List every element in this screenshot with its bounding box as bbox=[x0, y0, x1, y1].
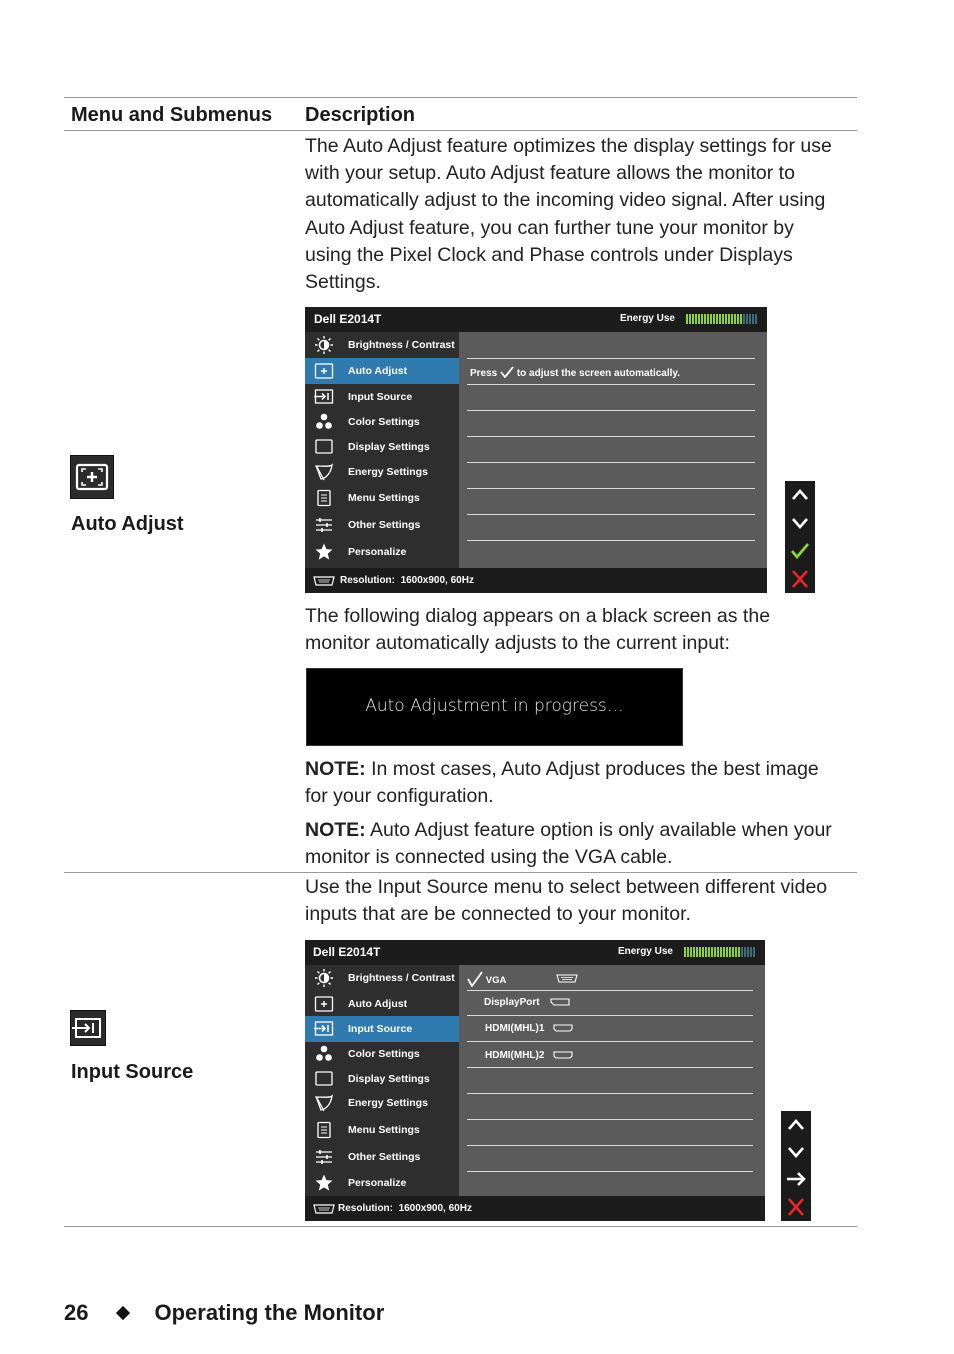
energy-bar bbox=[731, 314, 733, 324]
energy-bar bbox=[753, 947, 755, 957]
energy-bar bbox=[693, 947, 695, 957]
energy-meter bbox=[684, 947, 755, 957]
osd-auto-adjust-message: Press to adjust the screen automatically. bbox=[470, 368, 681, 379]
auto-adjust-icon bbox=[70, 455, 114, 499]
energy-bar bbox=[699, 947, 701, 957]
resolution-value: 1600x900, 60Hz bbox=[398, 1203, 472, 1214]
table-header-rule bbox=[64, 130, 857, 131]
osd-title-bar bbox=[305, 940, 765, 965]
close-icon[interactable] bbox=[785, 565, 815, 593]
energy-bar bbox=[711, 947, 713, 957]
energy-bar bbox=[705, 947, 707, 957]
energy-bar bbox=[738, 947, 740, 957]
star-icon bbox=[314, 1174, 334, 1192]
osd-input-source bbox=[305, 940, 765, 1221]
energy-bar bbox=[698, 314, 700, 324]
check-icon bbox=[500, 366, 514, 378]
osd-item-input-source[interactable]: Input Source bbox=[305, 384, 459, 410]
osd-item-display-settings[interactable]: Display Settings bbox=[305, 1066, 459, 1092]
other-settings-icon bbox=[314, 1148, 334, 1166]
note-2: NOTE: Auto Adjust feature option is only available when your monitor is connected using the VGA cable. bbox=[305, 819, 832, 869]
energy-bar bbox=[692, 314, 694, 324]
connector-icon bbox=[313, 1204, 335, 1214]
energy-bar bbox=[732, 947, 734, 957]
osd-item-auto-adjust[interactable]: Auto Adjust bbox=[305, 358, 459, 384]
energy-bar bbox=[723, 947, 725, 957]
osd-item-display-settings[interactable]: Display Settings bbox=[305, 434, 459, 460]
energy-bar bbox=[716, 314, 718, 324]
other-settings-icon bbox=[314, 516, 334, 534]
input-source-icon bbox=[314, 388, 334, 406]
energy-bar bbox=[684, 947, 686, 957]
osd-item-energy-settings[interactable]: Energy Settings bbox=[305, 1090, 459, 1116]
energy-bar bbox=[689, 314, 691, 324]
energy-bar bbox=[744, 947, 746, 957]
osd-item-menu-settings[interactable]: Menu Settings bbox=[305, 1117, 459, 1143]
brightness-icon bbox=[314, 969, 334, 987]
energy-leaf-icon bbox=[314, 1094, 334, 1112]
osd-status-bar bbox=[305, 568, 767, 593]
osd-item-other-settings[interactable]: Other Settings bbox=[305, 512, 459, 538]
table-top-rule bbox=[64, 97, 857, 98]
energy-bar bbox=[726, 947, 728, 957]
energy-bar bbox=[710, 314, 712, 324]
hdmi-connector-icon bbox=[553, 1024, 573, 1032]
resolution-value: 1600x900, 60Hz bbox=[400, 575, 474, 586]
energy-bar bbox=[708, 947, 710, 957]
osd-item-color-settings[interactable]: Color Settings bbox=[305, 1041, 459, 1067]
check-icon[interactable] bbox=[785, 537, 815, 565]
osd-menu bbox=[305, 332, 459, 568]
energy-bar bbox=[720, 947, 722, 957]
energy-bar bbox=[696, 947, 698, 957]
osd-menu bbox=[305, 965, 459, 1196]
menu-settings-icon bbox=[314, 1121, 334, 1139]
osd-item-personalize[interactable]: Personalize bbox=[305, 1170, 459, 1196]
monitor-buttons bbox=[781, 1111, 811, 1221]
dialog-intro: The following dialog appears on a black screen as the monitor automatically adjusts to the current input: bbox=[305, 605, 771, 655]
energy-bar bbox=[717, 947, 719, 957]
energy-bar bbox=[740, 314, 742, 324]
resolution-label: Resolution: bbox=[338, 1203, 393, 1214]
osd-item-brightness[interactable]: Brightness / Contrast bbox=[305, 332, 459, 358]
osd-energy-label: Energy Use bbox=[617, 946, 673, 957]
progress-text: Auto Adjustment in progress… bbox=[365, 696, 624, 716]
input-source-icon bbox=[70, 1010, 106, 1046]
osd-status-bar bbox=[305, 1196, 765, 1221]
energy-bar bbox=[702, 947, 704, 957]
display-settings-icon bbox=[314, 1070, 334, 1088]
energy-bar bbox=[690, 947, 692, 957]
monitor-buttons bbox=[785, 481, 815, 593]
section-title: Operating the Monitor bbox=[154, 1300, 385, 1325]
energy-leaf-icon bbox=[314, 463, 334, 481]
color-settings-icon bbox=[314, 413, 334, 431]
osd-item-color-settings[interactable]: Color Settings bbox=[305, 409, 459, 435]
energy-bar bbox=[755, 314, 757, 324]
auto-adjust-icon bbox=[314, 995, 334, 1013]
input-source-icon bbox=[314, 1020, 334, 1038]
header-menu-submenus: Menu and Submenus bbox=[71, 104, 273, 126]
energy-bar bbox=[704, 314, 706, 324]
osd-model: Dell E2014T bbox=[314, 312, 382, 326]
input-source-intro: Use the Input Source menu to select between different video inputs that are be connected to your monitor. bbox=[305, 876, 828, 926]
energy-bar bbox=[749, 314, 751, 324]
note-1: NOTE: In most cases, Auto Adjust produces the best image for your configuration. bbox=[305, 758, 819, 808]
star-icon bbox=[314, 543, 334, 561]
table-bottom-rule bbox=[64, 1226, 857, 1227]
brightness-icon bbox=[314, 336, 334, 354]
energy-bar bbox=[722, 314, 724, 324]
energy-bar bbox=[737, 314, 739, 324]
energy-bar bbox=[741, 947, 743, 957]
osd-title-bar bbox=[305, 307, 767, 332]
osd-item-menu-settings[interactable]: Menu Settings bbox=[305, 485, 459, 511]
auto-adjust-progress-dialog bbox=[306, 668, 683, 746]
close-icon[interactable] bbox=[781, 1193, 811, 1221]
resolution-label: Resolution: bbox=[340, 575, 395, 586]
energy-bar bbox=[686, 314, 688, 324]
energy-bar bbox=[747, 947, 749, 957]
osd-item-personalize[interactable]: Personalize bbox=[305, 539, 459, 565]
input-source-label: Input Source bbox=[71, 1061, 194, 1083]
input-option-displayport[interactable]: DisplayPort bbox=[484, 997, 570, 1008]
display-settings-icon bbox=[314, 438, 334, 456]
color-settings-icon bbox=[314, 1045, 334, 1063]
energy-bar bbox=[743, 314, 745, 324]
auto-adjust-icon bbox=[314, 362, 334, 380]
energy-bar bbox=[714, 947, 716, 957]
energy-bar bbox=[734, 314, 736, 324]
energy-bar bbox=[707, 314, 709, 324]
input-option-hdmi1[interactable]: HDMI(MHL)1 bbox=[485, 1023, 573, 1034]
osd-item-input-source[interactable]: Input Source bbox=[305, 1016, 459, 1042]
diamond-icon bbox=[116, 1306, 130, 1320]
energy-bar bbox=[713, 314, 715, 324]
down-arrow-icon[interactable] bbox=[785, 509, 815, 537]
osd-item-auto-adjust[interactable]: Auto Adjust bbox=[305, 991, 459, 1017]
table-row-rule bbox=[64, 872, 857, 873]
energy-bar bbox=[728, 314, 730, 324]
hdmi-connector-icon bbox=[553, 1051, 573, 1059]
check-icon bbox=[467, 971, 483, 987]
auto-adjust-intro: The Auto Adjust feature optimizes the display settings for use with your setup. Auto Adjust feature allows the monitor to automatically adjust to the incoming video signal. After using Auto Adjust feature, you can further tune your monitor by using the Pixel Clock and Phase controls under Displays Settings. bbox=[305, 135, 832, 294]
menu-settings-icon bbox=[314, 489, 334, 507]
header-description: Description bbox=[305, 104, 416, 126]
energy-bar bbox=[695, 314, 697, 324]
energy-meter bbox=[686, 314, 757, 324]
displayport-connector-icon bbox=[550, 998, 570, 1006]
energy-bar bbox=[729, 947, 731, 957]
osd-energy-label: Energy Use bbox=[619, 313, 675, 324]
osd-model: Dell E2014T bbox=[313, 945, 381, 959]
osd-item-brightness[interactable]: Brightness / Contrast bbox=[305, 965, 459, 991]
energy-bar bbox=[746, 314, 748, 324]
energy-bar bbox=[687, 947, 689, 957]
auto-adjust-label: Auto Adjust bbox=[71, 513, 184, 535]
up-arrow-icon[interactable] bbox=[781, 1111, 811, 1139]
energy-bar bbox=[752, 314, 754, 324]
osd-auto-adjust bbox=[305, 307, 767, 593]
page-footer bbox=[64, 1300, 384, 1326]
down-arrow-icon[interactable] bbox=[781, 1138, 811, 1166]
input-option-vga[interactable]: VGA bbox=[467, 971, 506, 987]
energy-bar bbox=[719, 314, 721, 324]
input-option-hdmi2[interactable]: HDMI(MHL)2 bbox=[485, 1050, 573, 1061]
right-arrow-icon[interactable] bbox=[781, 1165, 811, 1193]
energy-bar bbox=[750, 947, 752, 957]
page-number: 26 bbox=[64, 1300, 89, 1325]
energy-bar bbox=[735, 947, 737, 957]
vga-connector-icon bbox=[556, 974, 578, 983]
connector-icon bbox=[313, 576, 335, 586]
osd-item-energy-settings[interactable]: Energy Settings bbox=[305, 459, 459, 485]
osd-item-other-settings[interactable]: Other Settings bbox=[305, 1144, 459, 1170]
energy-bar bbox=[701, 314, 703, 324]
energy-bar bbox=[725, 314, 727, 324]
up-arrow-icon[interactable] bbox=[785, 481, 815, 509]
